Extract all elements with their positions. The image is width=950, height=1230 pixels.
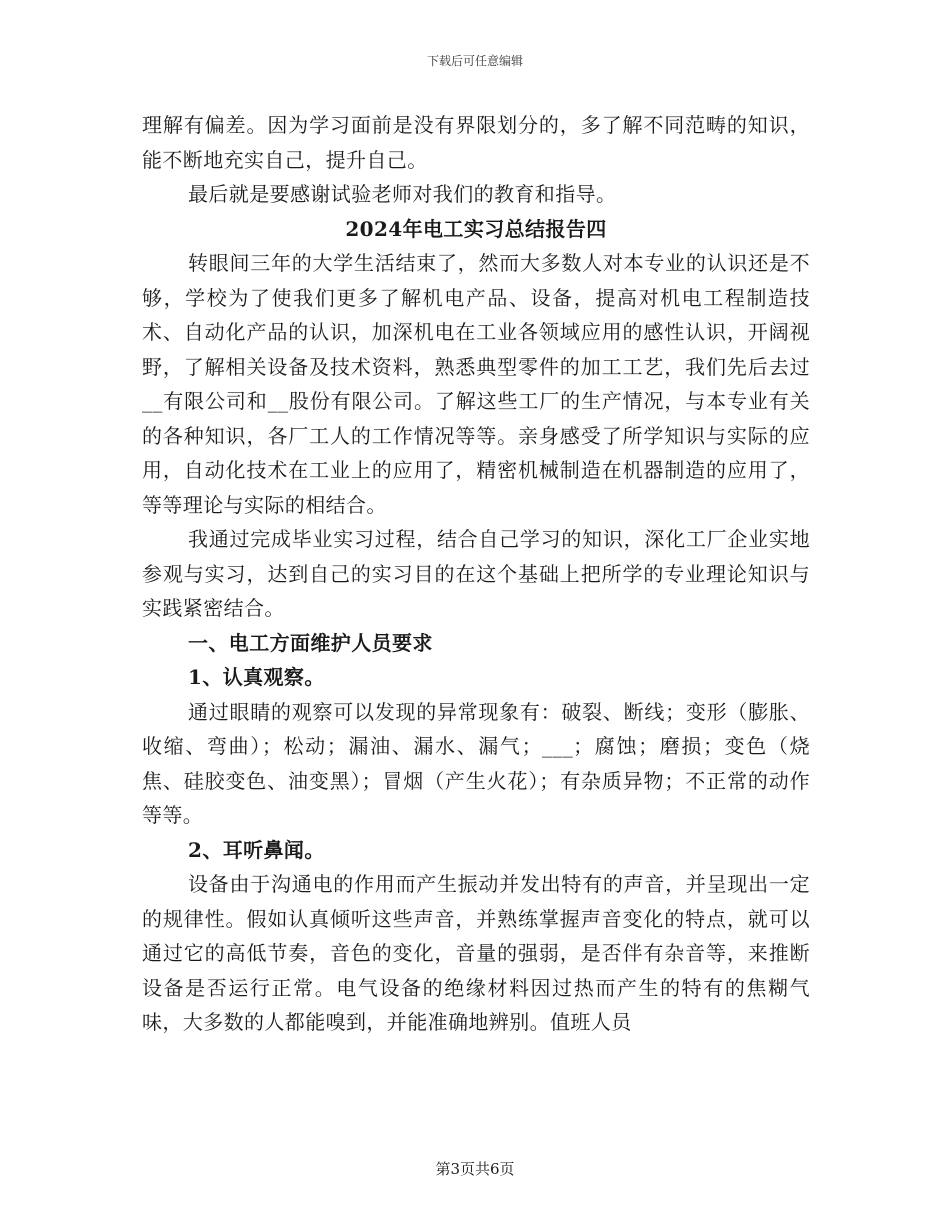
document-title: 2024年电工实习总结报告四: [345, 216, 607, 241]
paragraph-observe: 通过眼睛的观察可以发现的异常现象有：破裂、断线；变形（膨胀、收缩、弯曲）；松动；漏油、漏水、漏气；___；腐蚀；磨损；变色（烧焦、硅胶变色、油变黑）；冒烟（产生火花）；有杂质异物；不正常的动作等等。: [142, 699, 810, 827]
paragraph-continuation: 理解有偏差。因为学习面前是没有界限划分的，多了解不同范畴的知识，能不断地充实自己，提升自己。: [142, 113, 810, 172]
paragraph-thanks: 最后就是要感谢试验老师对我们的教育和指导。: [188, 182, 617, 206]
subheading-listen: 2、耳听鼻闻。: [188, 837, 325, 862]
paragraph-goal: 我通过完成毕业实习过程，结合自己学习的知识，深化工厂企业实地参观与实习，达到自己的实习目的在这个基础上把所学的专业理论知识与实践紧密结合。: [142, 527, 810, 620]
paragraph-listen: 设备由于沟通电的作用而产生振动并发出特有的声音，并呈现出一定的规律性。假如认真倾听这些声音，并熟练掌握声音变化的特点，就可以通过它的高低节奏，音色的变化，音量的强弱，是否伴有杂音等，来推断设备是否运行正常。电气设备的绝缘材料因过热而产生的特有的焦糊气味，大多数的人都能嗅到，并能准确地辨别。值班人员: [142, 872, 810, 1034]
page-number-footer: 第3页共6页: [435, 1160, 515, 1178]
document-body: [142, 108, 810, 1040]
section-heading-1: 一、电工方面维护人员要求: [188, 630, 433, 655]
subheading-observe: 1、认真观察。: [188, 665, 325, 689]
paragraph-intro: 转眼间三年的大学生活结束了，然而大多数人对本专业的认识还是不够，学校为了使我们更多了解机电产品、设备，提高对机电工程制造技术、自动化产品的认识，加深机电在工业各领域应用的感性认识，开阔视野，了解相关设备及技术资料，熟悉典型零件的加工工艺，我们先后去过__有限公司和__股份有限公司。了解这些工厂的生产情况，与本专业有关的各种知识，各厂工人的工作情况等等。亲身感受了所学知识与实际的应用，自动化技术在工业上的应用了，精密机械制造在机器制造的应用了，等等理论与实际的相结合。: [142, 251, 810, 517]
page-header-note: 下载后可任意编辑: [426, 54, 523, 68]
